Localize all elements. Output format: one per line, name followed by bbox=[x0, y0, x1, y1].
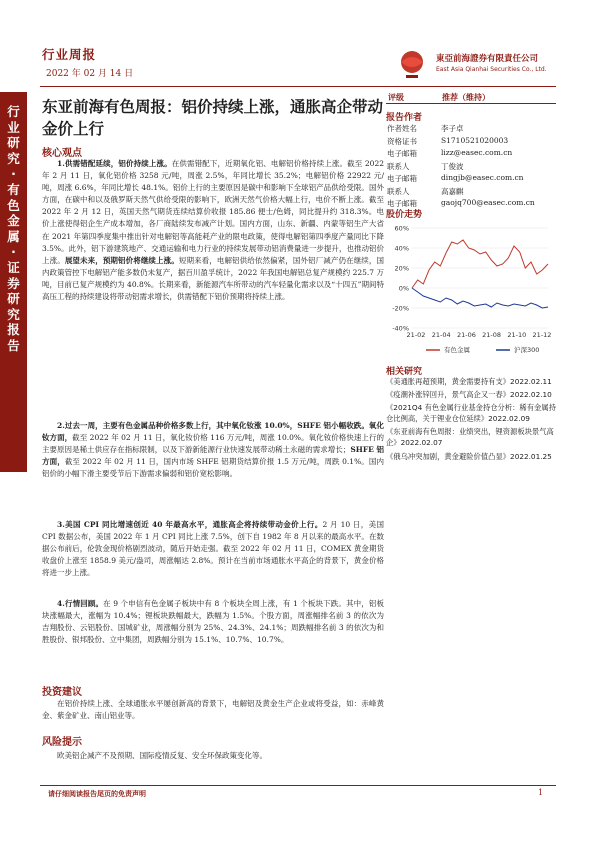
y-tick-label: 20% bbox=[394, 264, 409, 273]
paragraph-4 bbox=[42, 598, 384, 646]
sidebar-char: 行 bbox=[7, 104, 20, 119]
para4-lead: 4.行情回顾。 bbox=[57, 599, 104, 608]
y-tick-label: 40% bbox=[394, 244, 409, 253]
header-rule bbox=[40, 86, 556, 87]
analyst-key: 作者姓名 bbox=[387, 124, 417, 133]
analyst-key: 电子邮箱 bbox=[387, 149, 417, 158]
series-line-csi300 bbox=[412, 288, 548, 308]
sidebar-char: · bbox=[11, 166, 16, 182]
analyst-key: 联系人 bbox=[387, 186, 410, 196]
para2-lead2: 氧化钕方面， bbox=[42, 421, 384, 443]
sidebar-char: 券 bbox=[7, 275, 20, 291]
report-title: 东亚前海有色周报：铝价持续上涨，通胀高企带动金价上行 bbox=[42, 98, 384, 138]
x-tick-label: 21-08 bbox=[482, 331, 502, 339]
analyst-value: S1710521020003 bbox=[441, 135, 509, 145]
section-invest-heading: 投资建议 bbox=[42, 687, 82, 698]
sidebar-char: 报 bbox=[7, 322, 20, 338]
sidebar-char: · bbox=[11, 244, 16, 260]
brand-logo-icon bbox=[392, 48, 432, 82]
para3-lead: 3.美国 CPI 同比增速创近 40 年最高水平，通胀高企将持续带动金价上行。 bbox=[57, 520, 323, 529]
related-item[interactable]: 《疫潮补涨锌回升，景气高企又一春》2022.02.10 bbox=[386, 390, 552, 400]
sidebar-char: 研 bbox=[7, 291, 20, 307]
footer-rule bbox=[40, 785, 556, 786]
sidebar-char: 业 bbox=[7, 119, 20, 135]
sidebar-char: 究 bbox=[7, 306, 20, 322]
chart-heading: 股价走势 bbox=[386, 210, 423, 220]
paragraph-1 bbox=[42, 158, 384, 303]
rating-label: 评级 bbox=[388, 93, 404, 102]
sidebar-char: 金 bbox=[7, 213, 20, 229]
related-item[interactable]: 《俄乌冲突加剧，黄金避险价值凸显》2022.01.25 bbox=[386, 451, 552, 461]
section-risk-heading: 风险提示 bbox=[42, 737, 82, 748]
para1-text: 在供需错配下，近期氧化铝、电解铝价格持续上涨。截至 2022 年 2 月 11 日，氧化铝价格 3258 元/吨，周涨 2.5%，年同比增长 35.2%；电解铝价格 22922 元/吨，周涨 6.6%，年同比增长 48.1%。铝价上行的主要原因是碳中和影响下全球铝产品供给受限。国外方面，在碳中和以及俄罗斯天然气供给受限的影响下，欧洲天然气价格大幅上行，电价不断上涨。截至 2022 年 2 月 12 日，英国天然气期货连续结算价收报 185.86 便士/色姆，同比提升约 318.3%。电价上涨使得铝企生产成本增加，各厂商陆续发布减产计划。国内方面，山东、新疆、内蒙等铝生产大省在 2021 年第四季度集中推出针对电解铝等高能耗产业的限电政策，使得电解铝第四季度产量同比下降 3.5%。此外，铝下游建筑地产、交通运输和电力行业的持续发展带动铝消费量进一步提升，也推动铝价上涨。 bbox=[42, 159, 384, 265]
analyst-key: 电子邮箱 bbox=[387, 174, 417, 183]
analyst-row bbox=[386, 186, 556, 198]
rating-value: 推荐（维持） bbox=[442, 93, 490, 102]
y-tick-label: -40% bbox=[392, 324, 409, 333]
paragraph-2 bbox=[42, 420, 384, 480]
analyst-row bbox=[386, 136, 556, 148]
para1-lead: 1.供需错配延续，铝价持续上涨。 bbox=[57, 159, 172, 168]
para1-text2: 短期来看，电解铝供给依然偏紧，国外铝厂减产仍在继续，国内政策管控下电解铝产能多数仍未复产，据百川盈孚统计，2022 年我国电解铝总复产规模约 225.7 万吨，目前已复产规模约为 40.8%。长期来看，新能源汽车所带动的汽车轻量化需求以及“十四五”期间特高压工程的持续建设将带动铝需求增长，供需错配下铝价预期将持续上涨。 bbox=[42, 255, 385, 302]
related-item[interactable]: 《美通胀再超预期，黄金需要持有支》2022.02.11 bbox=[386, 377, 552, 386]
analyst-key: 资格证书 bbox=[387, 136, 417, 146]
risk-paragraph bbox=[42, 750, 384, 762]
sidebar-char: 证 bbox=[7, 259, 20, 275]
invest-paragraph bbox=[42, 698, 384, 722]
analyst-value: gaojq700@easec.com.cn bbox=[441, 198, 535, 207]
rating-bar bbox=[386, 90, 556, 104]
y-tick-label: 60% bbox=[394, 224, 409, 233]
analyst-value: 丁俊波 bbox=[441, 161, 464, 171]
analyst-row bbox=[386, 148, 556, 160]
analyst-heading: 报告作者 bbox=[386, 113, 423, 123]
para4-text: 在 9 个申信有色金属子板块中有 8 个板块全周上涨，有 1 个板块下跌。其中，铝板块涨幅最大，涨幅为 10.4%；锂板块跌幅最大，跌幅为 1.5%。个股方面，周涨幅排名前 3 的依次为吉翔股份、云铝股份、国城矿业，周涨幅分别为 25%、24.3%、24.1%；周跌幅排名前 3 的依次为和胜股份、银邦股份、立中集团，周跌幅分别为 15.1%、10.7%、10.7%。 bbox=[42, 599, 384, 645]
y-tick-label: -20% bbox=[392, 304, 409, 313]
sidebar-char: 究 bbox=[7, 150, 20, 166]
related-item[interactable]: 《2021Q4 有色金属行业基金持仓分析：稀有金属持仓比例高，关于锂业仓位延续》2022.02.09 bbox=[386, 403, 556, 424]
x-tick-label: 21-10 bbox=[507, 331, 527, 339]
sidebar-label bbox=[0, 104, 27, 354]
x-tick-label: 21-12 bbox=[532, 331, 552, 339]
brand-name-cn: 東亞前海證券有限責任公司 bbox=[436, 54, 539, 64]
para2-lead: 2.过去一周，主要有色金属品种价格多数上行，其中氧化钕涨 10.0%，SHFE 铝小幅收跌。 bbox=[57, 421, 369, 430]
paragraph-3 bbox=[42, 519, 384, 579]
sidebar-char: 告 bbox=[7, 337, 20, 353]
stock-trend-chart bbox=[386, 222, 556, 362]
analyst-value: 高嘉麒 bbox=[441, 186, 464, 196]
para3-text: 2 月 10 日，美国 CPI 数据公布，美国 2022 年 1 月 CPI 同比上涨 7.5%，创下自 1982 年 8 月以来的最高水平。在数据公布前后，伦敦金现价格剧烈波动，随后开始走强。截至 2022 年 02 月 11 日，COMEX 黄金期货收盘价上涨至 1858.9 美元/盎司，周涨幅达 2.8%。预计在当前市场通胀水平高企的背景下，黄金价格将进一步上涨。 bbox=[42, 520, 384, 578]
analyst-row bbox=[386, 161, 556, 173]
x-tick-label: 21-06 bbox=[456, 331, 476, 339]
related-heading: 相关研究 bbox=[386, 367, 423, 377]
analyst-value: lizz@easec.com.cn bbox=[441, 148, 513, 157]
x-tick-label: 21-04 bbox=[431, 331, 451, 339]
legend-label: 沪深300 bbox=[514, 346, 540, 354]
sidebar-char: 属 bbox=[7, 228, 20, 244]
related-list bbox=[386, 376, 556, 464]
section-core-heading: 核心观点 bbox=[42, 148, 82, 159]
report-type-label: 行业周报 bbox=[42, 47, 97, 62]
analyst-row bbox=[386, 123, 556, 135]
series-line-nonferrous bbox=[412, 240, 548, 288]
footer-disclaimer: 请仔细阅读报告尾页的免责声明 bbox=[48, 790, 146, 798]
sidebar-char: 有 bbox=[7, 181, 20, 197]
analyst-value: dingjb@easec.com.cn bbox=[441, 173, 524, 182]
invest-text: 在铝价持续上涨、全球通胀水平屡创新高的背景下，电解铝及黄金生产企业或将受益，如：赤峰黄金、紫金矿业、南山铝业等。 bbox=[42, 699, 384, 721]
sidebar-char: 色 bbox=[7, 197, 20, 213]
para2-lead3: SHFE 铝方面， bbox=[42, 445, 385, 467]
analyst-value: 李子卓 bbox=[441, 124, 464, 133]
para2-text2: 截至 2022 年 02 月 11 日，国内市场 SHFE 铝期货结算价报 1.5 万元/吨，周跌 0.1%。国内铝价的小幅下滑主要受节后下游需求偏弱和铝价宽松影响。 bbox=[42, 457, 384, 479]
analyst-key: 联系人 bbox=[387, 161, 410, 171]
legend-label: 有色金属 bbox=[444, 346, 470, 354]
sidebar-char: 研 bbox=[7, 135, 20, 151]
x-tick-label: 21-02 bbox=[406, 331, 426, 339]
y-tick-label: 0% bbox=[398, 284, 409, 293]
page-number: 1 bbox=[538, 788, 544, 797]
brand-name-en: East Asia Qianhai Securities Co., Ltd. bbox=[436, 66, 547, 73]
report-date: 2022 年 02 月 14 日 bbox=[46, 69, 134, 79]
analyst-row bbox=[386, 173, 556, 185]
risk-text: 欧美铝企减产不及预期、国际疫情反复、安全环保政策变化等。 bbox=[57, 751, 267, 760]
para1-lead2: 展望未来，预期铝价将继续上涨。 bbox=[64, 255, 179, 265]
analyst-key: 电子邮箱 bbox=[387, 199, 417, 208]
para2-text: 截至 2022 年 02 月 11 日，氧化钕价格 116 万元/吨，周涨 10.0%。氧化钕价格快速上行的主要原因是稀土供应存在指标限制，以及下游新能源行业快速发展带动稀土永磁的需求增长； bbox=[42, 433, 385, 455]
related-item[interactable]: 《东亚前海有色周报：业绩突出，锂资源板块景气高企》2022.02.07 bbox=[386, 427, 554, 448]
